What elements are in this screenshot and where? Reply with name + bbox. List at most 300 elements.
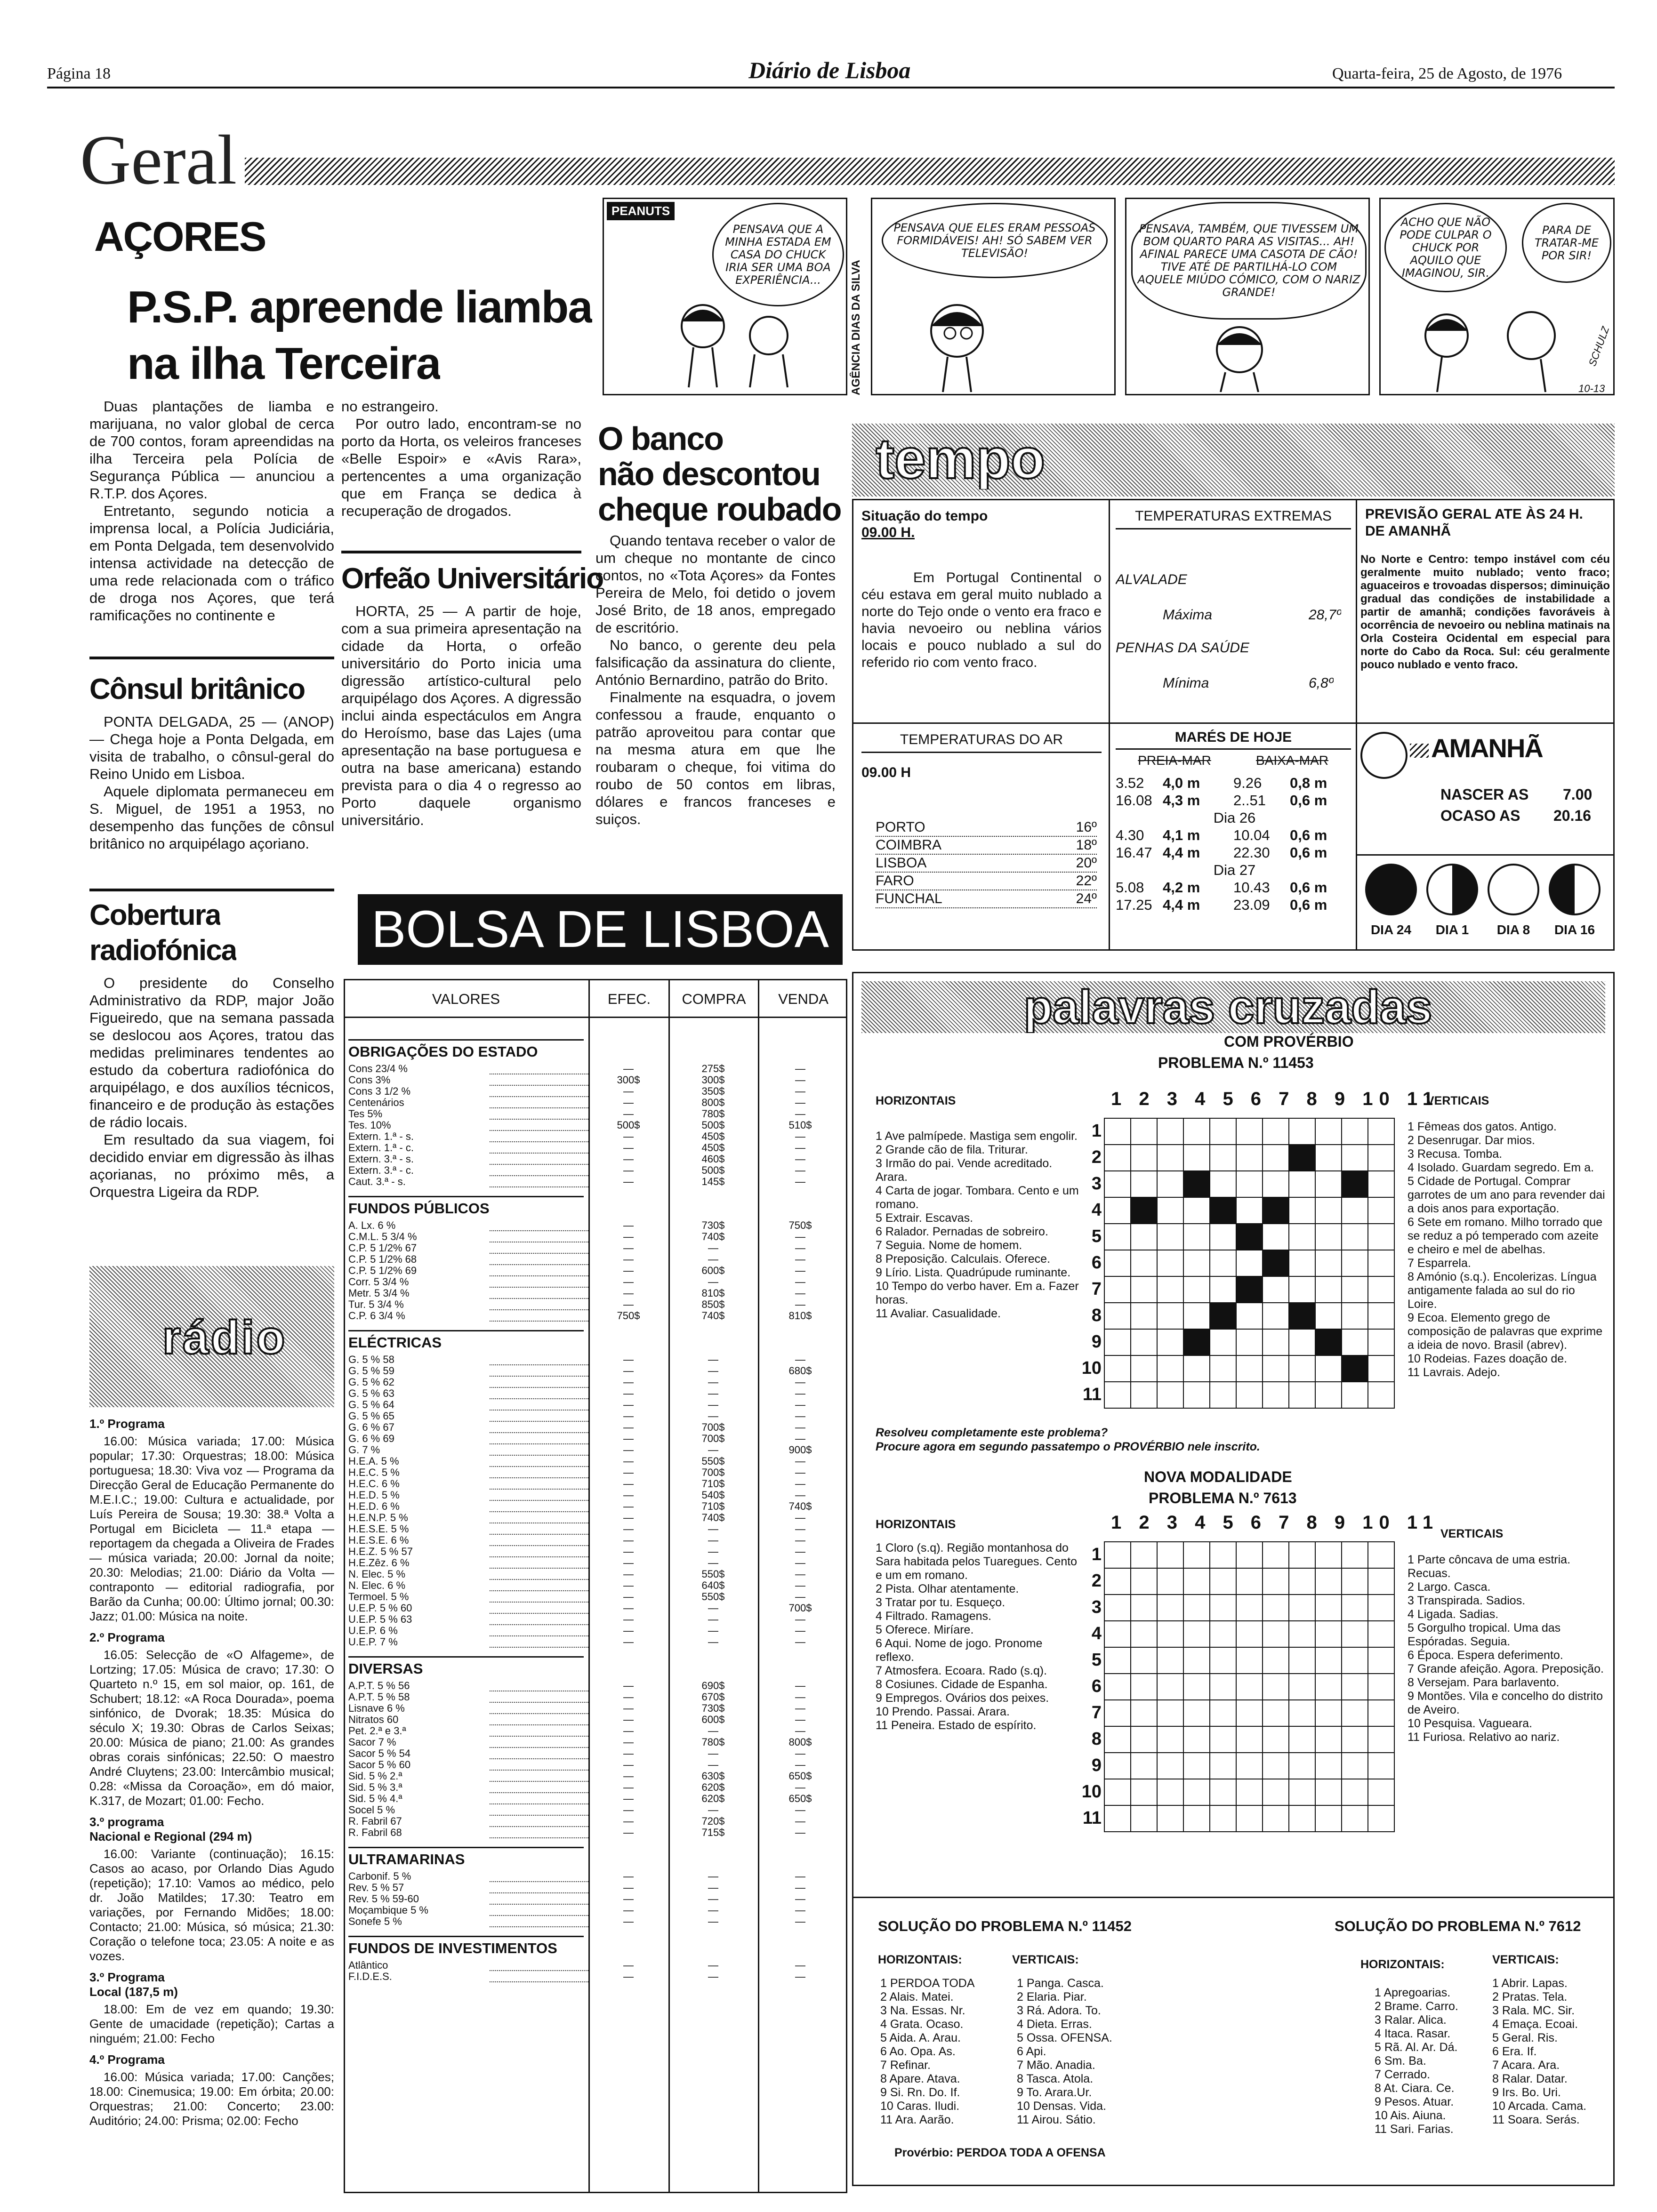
crossword-cell[interactable] <box>1263 1355 1289 1382</box>
crossword-cell[interactable] <box>1315 1542 1342 1568</box>
crossword-cell[interactable] <box>1210 1276 1236 1303</box>
crossword-cell[interactable] <box>1342 1542 1368 1568</box>
crossword-cell[interactable] <box>1183 1118 1210 1145</box>
crossword-cell[interactable] <box>1183 1303 1210 1329</box>
crossword-cell[interactable] <box>1104 1700 1131 1726</box>
crossword-cell[interactable] <box>1289 1753 1315 1779</box>
bolsa-row <box>348 1960 843 1971</box>
crossword-cell[interactable] <box>1236 1355 1263 1382</box>
crossword-cell[interactable] <box>1368 1276 1394 1303</box>
crossword-cell[interactable] <box>1263 1568 1289 1595</box>
crossword-cell[interactable] <box>1315 1779 1342 1805</box>
bolsa-cell <box>490 1154 588 1165</box>
crossword-cell[interactable] <box>1236 1329 1263 1355</box>
crossword-cell[interactable] <box>1289 1224 1315 1250</box>
crossword-cell[interactable] <box>1315 1700 1342 1726</box>
crossword-cell[interactable] <box>1183 1329 1210 1355</box>
crossword-cell[interactable] <box>1131 1382 1157 1408</box>
crossword-row-number: 11 <box>1082 1385 1102 1404</box>
crossword-cell[interactable] <box>1289 1303 1315 1329</box>
crossword-cell[interactable] <box>1289 1621 1315 1647</box>
crossword-cell[interactable] <box>1368 1118 1394 1145</box>
crossword-cell[interactable] <box>1104 1303 1131 1329</box>
crossword-cell[interactable] <box>1236 1118 1263 1145</box>
bolsa-row <box>348 1377 843 1388</box>
bolsa-cell <box>490 1365 588 1377</box>
proverb-solution: Provérbio: PERDOA TODA A OFENSA <box>894 2146 1106 2159</box>
crossword-cell[interactable] <box>1104 1542 1131 1568</box>
crossword-cell[interactable] <box>1183 1726 1210 1753</box>
bolsa-row <box>348 1804 843 1816</box>
crossword-cell[interactable] <box>1342 1145 1368 1171</box>
crossword-cell[interactable] <box>1131 1355 1157 1382</box>
crossword-cell[interactable] <box>1131 1674 1157 1700</box>
crossword-cell[interactable] <box>1368 1197 1394 1224</box>
crossword-cell[interactable] <box>1104 1805 1131 1832</box>
bolsa-cell: — <box>623 1410 634 1422</box>
crossword-cell[interactable] <box>1315 1145 1342 1171</box>
crossword-horizontal-title: HORIZONTAIS <box>876 1518 956 1531</box>
bolsa-row <box>348 1614 843 1625</box>
crossword-cell[interactable] <box>1342 1647 1368 1674</box>
crossword-cell[interactable] <box>1131 1171 1157 1197</box>
crossword-cell[interactable] <box>1157 1568 1183 1595</box>
crossword-cell[interactable] <box>1131 1647 1157 1674</box>
crossword-cell[interactable] <box>1131 1779 1157 1805</box>
crossword-horizontal-clues: 1 Ave palmípede. Mastiga sem engolir. 2 Grande cão de fila. Triturar. 3 Irmão do pai. Vende acreditado. Arara. 4 Carta de jogar. Tombara. Cento e um romano. 5 Extrair. Escavas. 6 Ralador. Pernadas de sobreiro. 7 Seguia. Nome de homem. 8 Preposição. Calculais. Oferece. 9 Lírio. Lista. Quadrúpude ruminante. 10 Tempo do verbo haver. Em a. Fazer horas. 11 Avaliar. Casualidade. <box>876 1130 1079 1320</box>
crossword-cell[interactable] <box>1183 1779 1210 1805</box>
crossword-cell[interactable] <box>1263 1621 1289 1647</box>
bolsa-cell <box>490 1816 588 1827</box>
crossword-cell[interactable] <box>1315 1250 1342 1276</box>
crossword-cell[interactable] <box>1210 1595 1236 1621</box>
crossword-cell[interactable] <box>1315 1224 1342 1250</box>
crossword-cell[interactable] <box>1263 1303 1289 1329</box>
crossword-cell[interactable] <box>1183 1674 1210 1700</box>
bolsa-cell: G. 5 % 58 <box>348 1354 394 1365</box>
crossword-cell[interactable] <box>1342 1674 1368 1700</box>
crossword-cell[interactable] <box>1236 1568 1263 1595</box>
crossword-cell[interactable] <box>1104 1621 1131 1647</box>
crossword-cell[interactable] <box>1315 1621 1342 1647</box>
bolsa-cell: 690$ <box>701 1680 725 1691</box>
crossword-cell[interactable] <box>1131 1145 1157 1171</box>
crossword-cell[interactable] <box>1368 1145 1394 1171</box>
crossword-cell[interactable] <box>1210 1197 1236 1224</box>
crossword-cell[interactable] <box>1315 1805 1342 1832</box>
bolsa-cell: — <box>623 1546 634 1557</box>
crossword-cell[interactable] <box>1131 1224 1157 1250</box>
mares-cell: 0,6 m <box>1290 827 1327 843</box>
crossword-cell[interactable] <box>1157 1250 1183 1276</box>
previsao-title: PREVISÃO GERAL ATE ÀS 24 H. DE AMANHÃ <box>1365 506 1583 539</box>
radio-programme-title: 2.º Programa <box>89 1630 165 1644</box>
crossword-cell[interactable] <box>1131 1805 1157 1832</box>
crossword-cell[interactable] <box>1342 1595 1368 1621</box>
crossword-cell[interactable] <box>1368 1753 1394 1779</box>
solution-horizontal: 1 Apregoarias. 2 Brame. Carro. 3 Ralar. Alica. 4 Itaca. Rasar. 5 Rã. Al. Ar. Dá. 6 Sm. Ba. 7 Cerrado. 8 At. Ciara. Ce. 9 Pesos. Atuar. 10 Ais. Aiuna. 11 Sari. Farias. <box>1375 1986 1458 2136</box>
crossword-cell[interactable] <box>1104 1276 1131 1303</box>
crossword-cell[interactable] <box>1131 1700 1157 1726</box>
crossword-cell[interactable] <box>1368 1621 1394 1647</box>
crossword-cell[interactable] <box>1315 1753 1342 1779</box>
crossword-cell[interactable] <box>1342 1224 1368 1250</box>
crossword-cell[interactable] <box>1368 1329 1394 1355</box>
crossword-cell[interactable] <box>1236 1621 1263 1647</box>
crossword-cell[interactable] <box>1183 1753 1210 1779</box>
crossword-cell[interactable] <box>1236 1250 1263 1276</box>
crossword-cell[interactable] <box>1104 1329 1131 1355</box>
crossword-cell[interactable] <box>1183 1145 1210 1171</box>
crossword-cell[interactable] <box>1315 1329 1342 1355</box>
crossword-cell[interactable] <box>1315 1674 1342 1700</box>
crossword-cell[interactable] <box>1236 1303 1263 1329</box>
crossword-cell[interactable] <box>1289 1779 1315 1805</box>
bolsa-cell: 670$ <box>701 1691 725 1703</box>
crossword-cell[interactable] <box>1342 1568 1368 1595</box>
crossword-cell[interactable] <box>1342 1621 1368 1647</box>
crossword-cell[interactable] <box>1131 1197 1157 1224</box>
crossword-cell[interactable] <box>1263 1276 1289 1303</box>
crossword-cell[interactable] <box>1342 1276 1368 1303</box>
crossword-cell[interactable] <box>1157 1753 1183 1779</box>
moon-label: DIA 16 <box>1554 922 1595 937</box>
article-paragraph: HORTA, 25 — A partir de hoje, com a sua primeira apresentação na cidade da Horta, o orfeão universitário do Porto inicia uma digressão artístico-cultural pelo arquipélago dos Açores. A digressão inclui ainda espectáculos em Angra do Heroísmo, base das Lajes (uma apresentação na base portuguesa e outra na base americana) estando prevista para o dia 4 o regresso ao Porto daquele organismo universitário. <box>341 603 581 828</box>
crossword-cell[interactable] <box>1104 1647 1131 1674</box>
crossword-cell[interactable] <box>1131 1621 1157 1647</box>
crossword-cell[interactable] <box>1210 1568 1236 1595</box>
crossword-cell[interactable] <box>1368 1355 1394 1382</box>
crossword-cell[interactable] <box>1157 1595 1183 1621</box>
ar-value: 16º <box>1076 819 1097 835</box>
crossword-cell[interactable] <box>1263 1726 1289 1753</box>
crossword-cell[interactable] <box>1104 1197 1131 1224</box>
crossword-cell[interactable] <box>1210 1674 1236 1700</box>
crossword-cell[interactable] <box>1263 1542 1289 1568</box>
crossword-cell[interactable] <box>1157 1171 1183 1197</box>
crossword-cell[interactable] <box>1289 1355 1315 1382</box>
crossword-cell[interactable] <box>1368 1303 1394 1329</box>
crossword-cell[interactable] <box>1368 1171 1394 1197</box>
bolsa-cell: Sacor 5 % 54 <box>348 1747 411 1759</box>
crossword-cell[interactable] <box>1263 1753 1289 1779</box>
bolsa-cell: C.P. 6 3/4 % <box>348 1310 405 1322</box>
crossword-cell[interactable] <box>1342 1355 1368 1382</box>
crossword-cell[interactable] <box>1131 1726 1157 1753</box>
crossword-cell[interactable] <box>1263 1595 1289 1621</box>
crossword-cell[interactable] <box>1315 1276 1342 1303</box>
bolsa-cell: Sacor 5 % 60 <box>348 1759 411 1771</box>
crossword-cell[interactable] <box>1263 1779 1289 1805</box>
crossword-cell[interactable] <box>1183 1595 1210 1621</box>
crossword-cell[interactable] <box>1104 1568 1131 1595</box>
bolsa-cell: 780$ <box>701 1108 725 1120</box>
crossword-cell[interactable] <box>1236 1805 1263 1832</box>
crossword-cell[interactable] <box>1183 1621 1210 1647</box>
crossword-cell[interactable] <box>1289 1568 1315 1595</box>
crossword-cell[interactable] <box>1368 1674 1394 1700</box>
bolsa-cell: — <box>795 1097 805 1108</box>
crossword-cell[interactable] <box>1183 1700 1210 1726</box>
crossword-cell[interactable] <box>1342 1753 1368 1779</box>
crossword-cell[interactable] <box>1183 1568 1210 1595</box>
crossword-cell[interactable] <box>1183 1382 1210 1408</box>
crossword-cell[interactable] <box>1315 1568 1342 1595</box>
crossword-cell[interactable] <box>1315 1171 1342 1197</box>
crossword-cell[interactable] <box>1289 1700 1315 1726</box>
crossword-cell[interactable] <box>1368 1568 1394 1595</box>
crossword-cell[interactable] <box>1157 1276 1183 1303</box>
crossword-cell[interactable] <box>1368 1700 1394 1726</box>
crossword-cell[interactable] <box>1368 1779 1394 1805</box>
crossword-cell[interactable] <box>1289 1382 1315 1408</box>
crossword-cell[interactable] <box>1289 1250 1315 1276</box>
crossword-cell[interactable] <box>1104 1779 1131 1805</box>
crossword-cell[interactable] <box>1210 1355 1236 1382</box>
crossword-cell[interactable] <box>1157 1726 1183 1753</box>
crossword-cell[interactable] <box>1236 1726 1263 1753</box>
crossword-cell[interactable] <box>1157 1118 1183 1145</box>
crossword-cell[interactable] <box>1315 1118 1342 1145</box>
crossword-cell[interactable] <box>1131 1118 1157 1145</box>
crossword-cell[interactable] <box>1342 1303 1368 1329</box>
crossword-cell[interactable] <box>1157 1805 1183 1832</box>
crossword-cell[interactable] <box>1263 1329 1289 1355</box>
crossword-cell[interactable] <box>1236 1276 1263 1303</box>
crossword-cell[interactable] <box>1236 1753 1263 1779</box>
sun-icon <box>1360 732 1408 779</box>
mares-table <box>1116 774 1353 914</box>
crossword-cell[interactable] <box>1104 1224 1131 1250</box>
bolsa-cell: — <box>623 1489 634 1501</box>
crossword-cell[interactable] <box>1210 1542 1236 1568</box>
crossword-cell[interactable] <box>1131 1303 1157 1329</box>
crossword-cell[interactable] <box>1289 1674 1315 1700</box>
crossword-cell[interactable] <box>1157 1303 1183 1329</box>
crossword-cell[interactable] <box>1315 1382 1342 1408</box>
crossword-cell[interactable] <box>1104 1726 1131 1753</box>
crossword-cell[interactable] <box>1368 1595 1394 1621</box>
crossword-cell[interactable] <box>1236 1595 1263 1621</box>
crossword-cell[interactable] <box>1236 1382 1263 1408</box>
bolsa-cell: — <box>708 1354 718 1365</box>
crossword-cell[interactable] <box>1289 1329 1315 1355</box>
crossword-cell[interactable] <box>1183 1250 1210 1276</box>
crossword-cell[interactable] <box>1342 1197 1368 1224</box>
crossword-cell[interactable] <box>1263 1171 1289 1197</box>
bolsa-cell <box>490 1714 588 1725</box>
crossword-cell[interactable] <box>1210 1224 1236 1250</box>
crossword-cell[interactable] <box>1236 1647 1263 1674</box>
crossword-cell[interactable] <box>1104 1250 1131 1276</box>
crossword-cell[interactable] <box>1157 1224 1183 1250</box>
crossword-cell[interactable] <box>1289 1542 1315 1568</box>
crossword-cell[interactable] <box>1131 1595 1157 1621</box>
crossword-cell[interactable] <box>1183 1224 1210 1250</box>
crossword-cell[interactable] <box>1263 1145 1289 1171</box>
crossword-cell[interactable] <box>1289 1118 1315 1145</box>
bolsa-cell: — <box>708 1613 718 1625</box>
crossword-cell[interactable] <box>1131 1329 1157 1355</box>
crossword-cell[interactable] <box>1289 1145 1315 1171</box>
crossword-cell[interactable] <box>1183 1542 1210 1568</box>
crossword-cell[interactable] <box>1342 1382 1368 1408</box>
crossword-cell[interactable] <box>1289 1276 1315 1303</box>
crossword-cell[interactable] <box>1368 1250 1394 1276</box>
crossword-cell[interactable] <box>1104 1118 1131 1145</box>
crossword-cell[interactable] <box>1183 1355 1210 1382</box>
crossword-cell[interactable] <box>1104 1355 1131 1382</box>
crossword-cell[interactable] <box>1315 1726 1342 1753</box>
crossword-cell[interactable] <box>1157 1621 1183 1647</box>
crossword-cell[interactable] <box>1157 1700 1183 1726</box>
crossword-cell[interactable] <box>1104 1145 1131 1171</box>
crossword-cell[interactable] <box>1342 1250 1368 1276</box>
crossword-cell[interactable] <box>1368 1805 1394 1832</box>
crossword-cell[interactable] <box>1236 1224 1263 1250</box>
crossword-cell[interactable] <box>1210 1329 1236 1355</box>
banco-body <box>595 532 836 861</box>
crossword-cell[interactable] <box>1131 1753 1157 1779</box>
crossword-cell[interactable] <box>1210 1779 1236 1805</box>
crossword-cell[interactable] <box>1157 1197 1183 1224</box>
crossword-cell[interactable] <box>1157 1329 1183 1355</box>
crossword-cell[interactable] <box>1183 1276 1210 1303</box>
crossword-cell[interactable] <box>1104 1595 1131 1621</box>
crossword-cell[interactable] <box>1210 1753 1236 1779</box>
bolsa-cell <box>490 1737 588 1748</box>
crossword-cell[interactable] <box>1104 1753 1131 1779</box>
bolsa-col-header: COMPRA <box>682 991 746 1007</box>
mares-row <box>1116 809 1353 826</box>
crossword-cell[interactable] <box>1236 1197 1263 1224</box>
crossword-cell[interactable] <box>1210 1647 1236 1674</box>
crossword-cell[interactable] <box>1183 1805 1210 1832</box>
crossword-cell[interactable] <box>1131 1568 1157 1595</box>
crossword-cell[interactable] <box>1157 1145 1183 1171</box>
ar-row <box>876 819 1097 837</box>
crossword-cell[interactable] <box>1104 1382 1131 1408</box>
crossword-cell[interactable] <box>1210 1118 1236 1145</box>
crossword-cell[interactable] <box>1236 1779 1263 1805</box>
crossword-cell[interactable] <box>1315 1303 1342 1329</box>
crossword-cell[interactable] <box>1157 1779 1183 1805</box>
crossword-cell[interactable] <box>1210 1250 1236 1276</box>
crossword-cell[interactable] <box>1210 1621 1236 1647</box>
crossword-cell[interactable] <box>1315 1647 1342 1674</box>
crossword-cell[interactable] <box>1263 1118 1289 1145</box>
bolsa-cell: Atlântico <box>348 1959 388 1971</box>
crossword-cell[interactable] <box>1236 1145 1263 1171</box>
crossword-cell[interactable] <box>1315 1197 1342 1224</box>
crossword-cell[interactable] <box>1263 1700 1289 1726</box>
crossword-cell[interactable] <box>1157 1647 1183 1674</box>
crossword-cell[interactable] <box>1210 1171 1236 1197</box>
crossword-row-number: 8 <box>1091 1729 1102 1749</box>
bolsa-cell: — <box>708 1365 718 1377</box>
crossword-cell[interactable] <box>1236 1542 1263 1568</box>
crossword-cell[interactable] <box>1210 1145 1236 1171</box>
crossword-cell[interactable] <box>1236 1171 1263 1197</box>
crossword-cell[interactable] <box>1263 1805 1289 1832</box>
crossword-cell[interactable] <box>1157 1355 1183 1382</box>
bolsa-cell: — <box>708 1959 718 1971</box>
crossword-cell[interactable] <box>1236 1700 1263 1726</box>
crossword-cell[interactable] <box>1210 1382 1236 1408</box>
crossword-cell[interactable] <box>1289 1726 1315 1753</box>
crossword-cell[interactable] <box>1157 1674 1183 1700</box>
bolsa-cell: — <box>708 1410 718 1422</box>
crossword-cell[interactable] <box>1104 1674 1131 1700</box>
crossword-cell[interactable] <box>1263 1674 1289 1700</box>
mares-cell: 4.30 <box>1116 827 1144 843</box>
bolsa-cell: — <box>623 1680 634 1691</box>
solution-horizontal-title: HORIZONTAIS: <box>1360 1958 1445 1971</box>
crossword-cell[interactable] <box>1342 1805 1368 1832</box>
crossword-cell[interactable] <box>1263 1647 1289 1674</box>
crossword-cell[interactable] <box>1368 1542 1394 1568</box>
crossword-cell[interactable] <box>1289 1595 1315 1621</box>
crossword-cell[interactable] <box>1210 1726 1236 1753</box>
crossword-cell[interactable] <box>1210 1303 1236 1329</box>
crossword-cell[interactable] <box>1368 1726 1394 1753</box>
crossword-cell[interactable] <box>1289 1805 1315 1832</box>
crossword-cell[interactable] <box>1263 1224 1289 1250</box>
bolsa-cell: — <box>623 1276 634 1288</box>
crossword-cell[interactable] <box>1368 1647 1394 1674</box>
crossword-cell[interactable] <box>1289 1197 1315 1224</box>
crossword-cell[interactable] <box>1210 1700 1236 1726</box>
bolsa-cell: Rev. 5 % 57 <box>348 1882 404 1893</box>
crossword-cell[interactable] <box>1236 1674 1263 1700</box>
crossword-cell[interactable] <box>1183 1171 1210 1197</box>
bolsa-row <box>348 1971 843 1982</box>
crossword-cell[interactable] <box>1157 1542 1183 1568</box>
crossword-cell[interactable] <box>1342 1726 1368 1753</box>
crossword-cell[interactable] <box>1342 1700 1368 1726</box>
crossword-cell[interactable] <box>1368 1382 1394 1408</box>
crossword-cell[interactable] <box>1342 1329 1368 1355</box>
bolsa-cell: 510$ <box>788 1119 812 1131</box>
bolsa-row <box>348 1882 843 1893</box>
bolsa-cell <box>490 1176 588 1187</box>
crossword-cell[interactable] <box>1104 1171 1131 1197</box>
crossword-cell[interactable] <box>1131 1542 1157 1568</box>
crossword-cell[interactable] <box>1263 1197 1289 1224</box>
crossword-cell[interactable] <box>1289 1171 1315 1197</box>
bolsa-cell: H.E.Z. 5 % 57 <box>348 1546 413 1557</box>
crossword-cell[interactable] <box>1157 1382 1183 1408</box>
crossword-cell[interactable] <box>1342 1171 1368 1197</box>
crossword-cell[interactable] <box>1183 1197 1210 1224</box>
comic-character-drawing <box>1174 321 1315 392</box>
mares-cell: 16.08 <box>1116 792 1152 809</box>
bolsa-cell: — <box>795 1904 805 1916</box>
crossword-cell[interactable] <box>1342 1118 1368 1145</box>
crossword-cell[interactable] <box>1183 1647 1210 1674</box>
crossword-cell[interactable] <box>1263 1382 1289 1408</box>
bolsa-cell <box>490 1220 588 1231</box>
crossword-cell[interactable] <box>1131 1250 1157 1276</box>
crossword-cell[interactable] <box>1315 1595 1342 1621</box>
crossword-cell[interactable] <box>1263 1250 1289 1276</box>
crossword-cell[interactable] <box>1315 1355 1342 1382</box>
crossword-cell[interactable] <box>1210 1805 1236 1832</box>
crossword-cell[interactable] <box>1342 1779 1368 1805</box>
crossword-cell[interactable] <box>1368 1224 1394 1250</box>
crossword-cell[interactable] <box>1131 1276 1157 1303</box>
crossword-cell[interactable] <box>1289 1647 1315 1674</box>
